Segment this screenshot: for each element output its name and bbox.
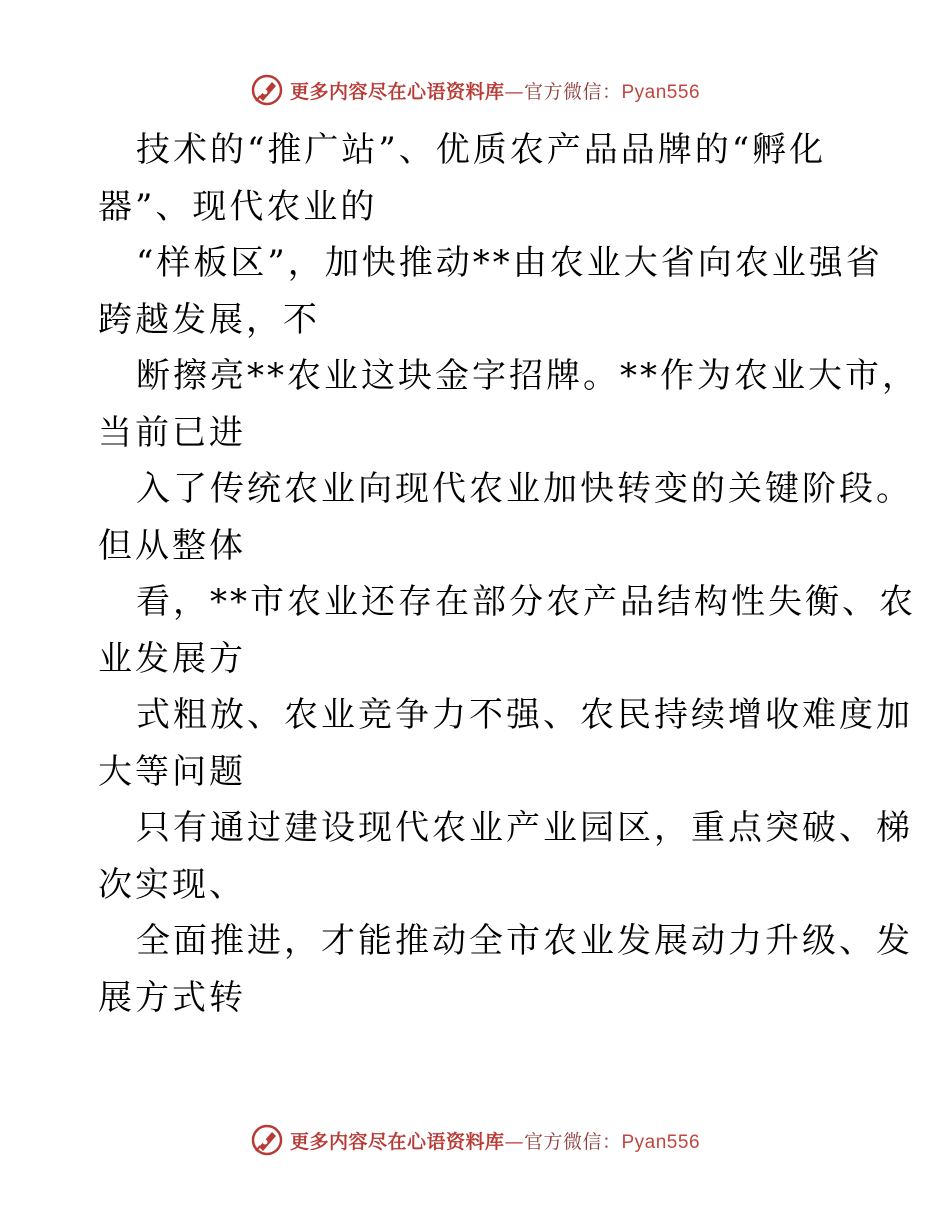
watermark-separator: —	[504, 80, 524, 103]
watermark-text	[290, 77, 700, 104]
watermark-brand: 更多内容尽在心语资料库	[289, 1130, 505, 1153]
body-text-line: 式粗放、农业竞争力不强、农民持续增收难度加	[136, 695, 913, 735]
body-text-line: 次实现、	[98, 864, 246, 905]
watermark-account: Pyan556	[621, 1131, 701, 1153]
pen-logo-icon	[250, 1123, 284, 1157]
body-text-line: 技术的“推广站”、优质农产品品牌的“孵化	[136, 130, 827, 170]
body-text-line: 跨越发展，不	[98, 299, 320, 340]
pen-logo-icon	[250, 73, 284, 107]
watermark-text	[290, 1127, 700, 1154]
body-text-line: 入了传统农业向现代农业加快转变的关键阶段。	[136, 469, 913, 509]
body-text-line: 只有通过建设现代农业产业园区，重点突破、梯	[136, 808, 913, 848]
body-text-line: 全面推进，才能推动全市农业发展动力升级、发	[136, 921, 913, 961]
body-text-line: 但从整体	[98, 525, 246, 566]
body-text-line: 大等问题	[98, 751, 246, 792]
watermark-separator: —	[504, 1130, 524, 1153]
body-text-line: 看，**市农业还存在部分农产品结构性失衡、农	[136, 582, 916, 622]
footer-watermark	[0, 1120, 950, 1160]
watermark-label: 官方微信：	[523, 80, 622, 103]
body-text-line: 展方式转	[98, 977, 246, 1018]
header-watermark	[0, 70, 950, 110]
body-text-line: 业发展方	[98, 638, 246, 679]
watermark-label: 官方微信：	[523, 1130, 622, 1153]
body-text-line: 断擦亮**农业这块金字招牌。**作为农业大市，	[136, 356, 919, 396]
body-text-line: “样板区”，加快推动**由农业大省向农业强省	[136, 243, 883, 283]
watermark-brand: 更多内容尽在心语资料库	[289, 80, 505, 103]
watermark-account: Pyan556	[621, 81, 701, 103]
document-body	[98, 122, 919, 1026]
body-text-line: 器”、现代农业的	[98, 186, 378, 227]
body-text-line: 当前已进	[98, 412, 246, 453]
